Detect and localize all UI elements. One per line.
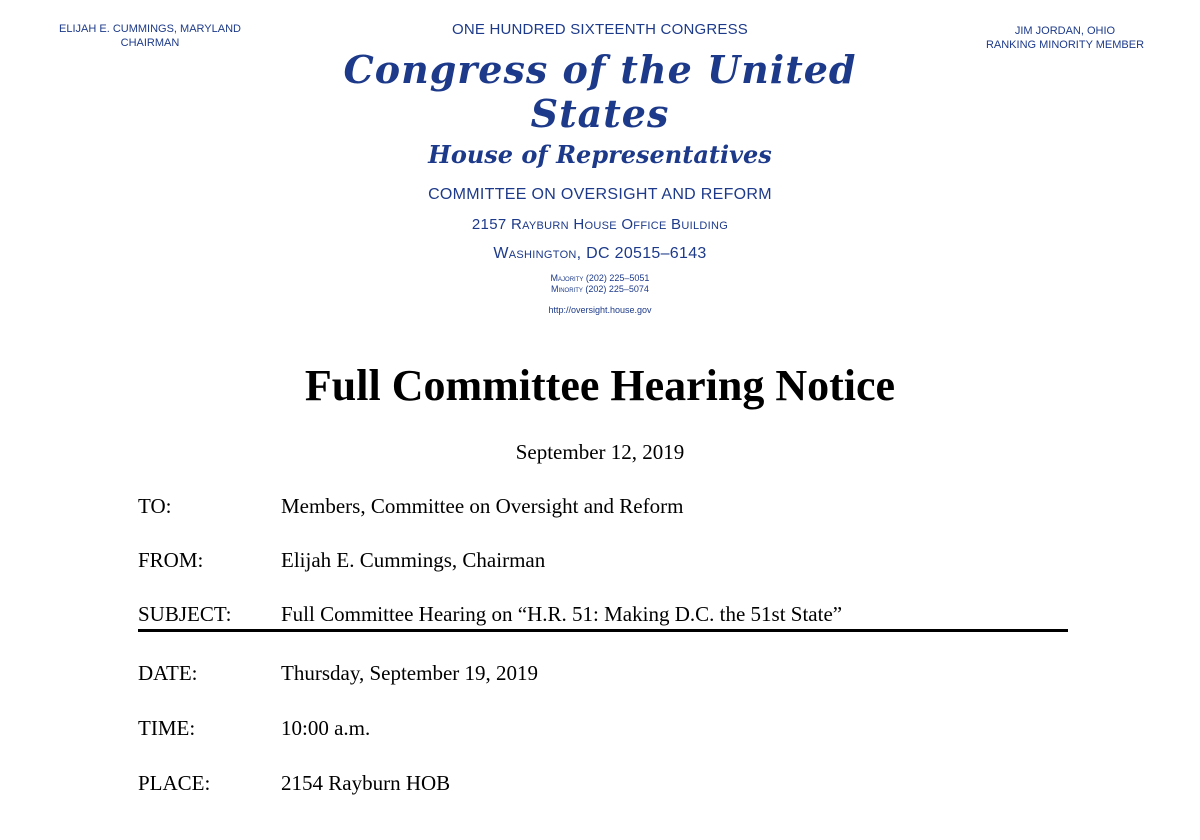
- office-building: 2157 Rayburn House Office Building: [471, 216, 729, 233]
- field-to: [138, 494, 1068, 524]
- field-from: [138, 548, 1068, 578]
- field-label: PLACE:: [138, 771, 211, 795]
- field-value: 10:00 a.m.: [281, 716, 371, 740]
- field-label: SUBJECT:: [138, 602, 232, 626]
- field-label: FROM:: [138, 548, 204, 572]
- ranking-member-name: JIM JORDAN, OHIO: [1014, 25, 1116, 37]
- ranking-member-block: [955, 24, 1175, 52]
- field-label: TIME:: [138, 716, 196, 740]
- chairman-name: ELIJAH E. CUMMINGS, MARYLAND: [59, 23, 241, 35]
- chairman-title: CHAIRMAN: [120, 37, 180, 49]
- phone-numbers: [300, 273, 900, 295]
- letterhead: [300, 20, 900, 315]
- congress-number: ONE HUNDRED SIXTEENTH CONGRESS: [451, 21, 749, 38]
- field-date: [138, 661, 1068, 691]
- field-value: Elijah E. Cummings, Chairman: [281, 548, 546, 572]
- website-link[interactable]: http://oversight.house.gov: [548, 305, 652, 315]
- congress-title: Congress of the United States: [343, 47, 857, 136]
- field-value: Thursday, September 19, 2019: [281, 661, 539, 685]
- ranking-member-title: RANKING MINORITY MEMBER: [985, 39, 1145, 51]
- minority-phone: Minority (202) 225–5074: [551, 284, 649, 294]
- field-label: TO:: [138, 494, 172, 518]
- office-city: Washington, DC 20515–6143: [493, 245, 707, 262]
- chairman-block: [30, 22, 270, 50]
- notice-title: Full Committee Hearing Notice: [304, 361, 896, 410]
- field-place: [138, 771, 1068, 801]
- field-value: Full Committee Hearing on “H.R. 51: Making D.C. the 51st State”: [281, 602, 843, 626]
- field-value: Members, Committee on Oversight and Reform: [281, 494, 684, 518]
- committee-name: COMMITTEE ON OVERSIGHT AND REFORM: [428, 186, 772, 203]
- field-value: 2154 Rayburn HOB: [281, 771, 451, 795]
- field-subject: [138, 602, 1068, 632]
- subject-divider: [138, 629, 1068, 632]
- notice-date: September 12, 2019: [515, 440, 685, 464]
- field-label: DATE:: [138, 661, 198, 685]
- field-time: [138, 716, 1068, 746]
- chamber-title: House of Representatives: [428, 140, 772, 169]
- majority-phone: Majority (202) 225–5051: [550, 273, 650, 283]
